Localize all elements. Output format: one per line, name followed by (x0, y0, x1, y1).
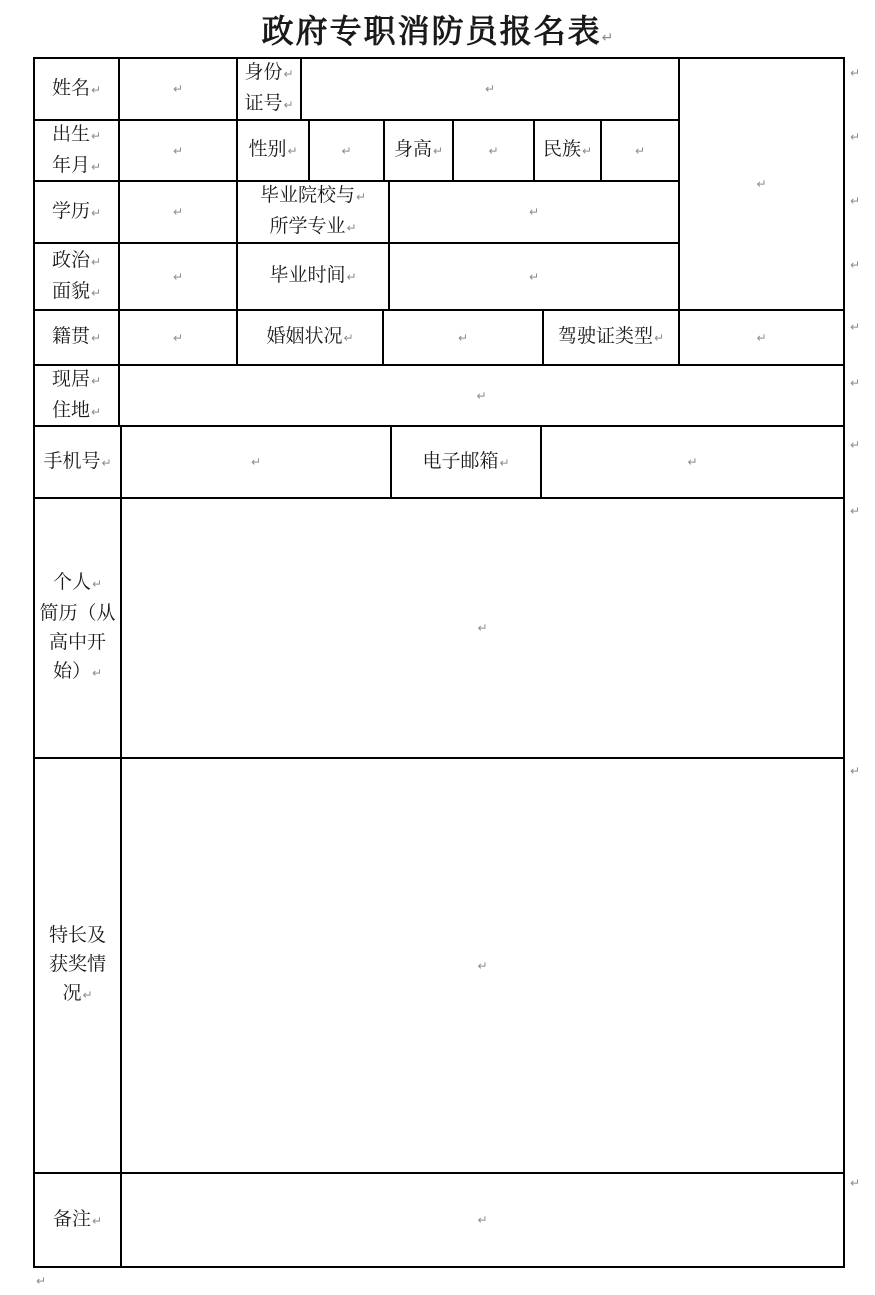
id-number-label: 身份↵ 证号↵ (238, 59, 302, 119)
row-end-mark: ↵ (850, 258, 861, 272)
marital-status-value-cell[interactable] (384, 311, 544, 364)
row-end-mark: ↵ (850, 1176, 861, 1190)
row-remarks (35, 1174, 843, 1266)
birth-date-label: 出生↵ 年月↵ (35, 121, 120, 180)
row-end-mark: ↵ (850, 376, 861, 390)
row-end-mark: ↵ (850, 320, 861, 334)
pilcrow-mark: ↵ (172, 205, 184, 219)
pilcrow-mark: ↵ (101, 455, 112, 470)
page-title-text: 政府专职消防员报名表 (261, 13, 602, 49)
marital-status-label: 婚姻状况↵ (238, 311, 384, 364)
row-end-mark: ↵ (850, 194, 861, 208)
email-label: 电子邮箱↵ (392, 427, 542, 497)
residence-label: 现居↵ 住地↵ (35, 366, 120, 425)
pilcrow-mark: ↵ (476, 388, 487, 403)
remarks-value-cell[interactable] (122, 1174, 843, 1266)
pilcrow-mark: ↵ (82, 988, 93, 1002)
pilcrow-mark: ↵ (343, 331, 354, 345)
pilcrow-mark: ↵ (90, 205, 102, 220)
row-specialty (35, 759, 843, 1174)
row-native-marital-license (35, 311, 843, 366)
pilcrow-mark: ↵ (756, 330, 767, 345)
education-label: 学历↵ (35, 182, 120, 242)
gender-value-cell[interactable] (310, 121, 385, 180)
row-political-graduation (35, 244, 680, 309)
pilcrow-mark: ↵ (341, 143, 352, 158)
pilcrow-mark: ↵ (90, 82, 102, 97)
form-table (33, 57, 845, 1268)
residence-value-cell[interactable] (120, 366, 843, 425)
pilcrow-mark: ↵ (432, 144, 444, 158)
pilcrow-mark: ↵ (477, 621, 488, 635)
top-section (35, 59, 843, 311)
pilcrow-mark: ↵ (477, 958, 488, 973)
graduation-date-value-cell[interactable] (390, 244, 680, 309)
row-end-mark: ↵ (850, 764, 861, 778)
resume-value-cell[interactable] (122, 499, 843, 757)
resume-label: 个人↵ 简历（从 高中开 始）↵ (35, 499, 122, 757)
specialty-value-cell[interactable] (122, 759, 843, 1172)
row-name-id (35, 59, 680, 121)
pilcrow-mark: ↵ (90, 404, 102, 419)
row-education-school (35, 182, 680, 244)
pilcrow-mark: ↵ (90, 285, 102, 300)
ethnicity-label: 民族↵ (535, 121, 602, 180)
row-resume (35, 499, 843, 759)
native-place-label: 籍贯↵ (35, 311, 120, 364)
pilcrow-mark: ↵ (172, 269, 184, 284)
pilcrow-mark: ↵ (172, 330, 184, 345)
pilcrow-mark: ↵ (287, 144, 298, 158)
political-status-label: 政治↵ 面貌↵ (35, 244, 120, 309)
phone-value-cell[interactable] (122, 427, 392, 497)
pilcrow-mark: ↵ (477, 1213, 488, 1227)
pilcrow-mark: ↵ (634, 143, 646, 158)
pilcrow-mark: ↵ (91, 666, 103, 680)
pilcrow-mark: ↵ (90, 254, 102, 269)
political-status-value-cell[interactable] (120, 244, 238, 309)
gender-label: 性别↵ (238, 121, 310, 180)
pilcrow-mark: ↵ (172, 143, 184, 158)
pilcrow-mark: ↵ (90, 128, 102, 143)
row-phone-email (35, 427, 843, 499)
pilcrow-mark: ↵ (91, 1213, 103, 1228)
pilcrow-mark: ↵ (90, 373, 102, 388)
pilcrow-mark: ↵ (581, 144, 593, 158)
row-birth-gender (35, 121, 680, 182)
row-residence (35, 366, 843, 427)
ethnicity-value-cell[interactable] (602, 121, 680, 180)
row-end-mark: ↵ (850, 66, 861, 80)
pilcrow-mark: ↵ (346, 221, 357, 235)
pilcrow-mark: ↵ (756, 177, 767, 191)
pilcrow-mark: ↵ (687, 455, 698, 469)
pilcrow-mark: ↵ (346, 270, 357, 284)
top-left-rows (35, 59, 680, 309)
pilcrow-mark: ↵ (488, 143, 499, 158)
pilcrow-mark: ↵ (90, 331, 102, 345)
document-end-mark: ↵ (36, 1274, 47, 1288)
license-type-label: 驾驶证类型↵ (544, 311, 680, 364)
pilcrow-mark: ↵ (250, 455, 262, 469)
pilcrow-mark: ↵ (283, 98, 294, 112)
name-label: 姓名↵ (35, 59, 120, 119)
pilcrow-mark: ↵ (457, 330, 469, 345)
photo-cell[interactable] (680, 59, 843, 309)
row-end-mark: ↵ (850, 130, 861, 144)
school-major-label: 毕业院校与↵ 所学专业↵ (238, 182, 390, 242)
pilcrow-mark: ↵ (90, 159, 102, 174)
pilcrow-mark: ↵ (355, 190, 367, 204)
specialty-label: 特长及 获奖情 况↵ (35, 759, 122, 1172)
page-title (0, 6, 875, 52)
pilcrow-mark: ↵ (528, 269, 540, 284)
graduation-date-label: 毕业时间↵ (238, 244, 390, 309)
height-value-cell[interactable] (454, 121, 535, 180)
native-place-value-cell[interactable] (120, 311, 238, 364)
pilcrow-mark: ↵ (172, 82, 184, 96)
pilcrow-mark: ↵ (91, 577, 103, 591)
birth-date-value-cell[interactable] (120, 121, 238, 180)
phone-label: 手机号↵ (35, 427, 122, 497)
pilcrow-mark: ↵ (653, 331, 665, 345)
pilcrow-mark: ↵ (484, 82, 496, 96)
remarks-label: 备注↵ (35, 1174, 122, 1266)
license-type-value-cell[interactable] (680, 311, 843, 364)
pilcrow-mark: ↵ (499, 455, 510, 470)
row-end-mark: ↵ (850, 438, 861, 452)
pilcrow-mark: ↵ (601, 30, 614, 46)
email-value-cell[interactable] (542, 427, 843, 497)
height-label: 身高↵ (385, 121, 454, 180)
pilcrow-mark: ↵ (528, 205, 540, 219)
school-major-value-cell[interactable] (390, 182, 680, 242)
name-value-cell[interactable] (120, 59, 238, 119)
pilcrow-mark: ↵ (283, 67, 294, 81)
row-end-mark: ↵ (850, 504, 861, 518)
education-value-cell[interactable] (120, 182, 238, 242)
id-number-value-cell[interactable] (302, 59, 680, 119)
